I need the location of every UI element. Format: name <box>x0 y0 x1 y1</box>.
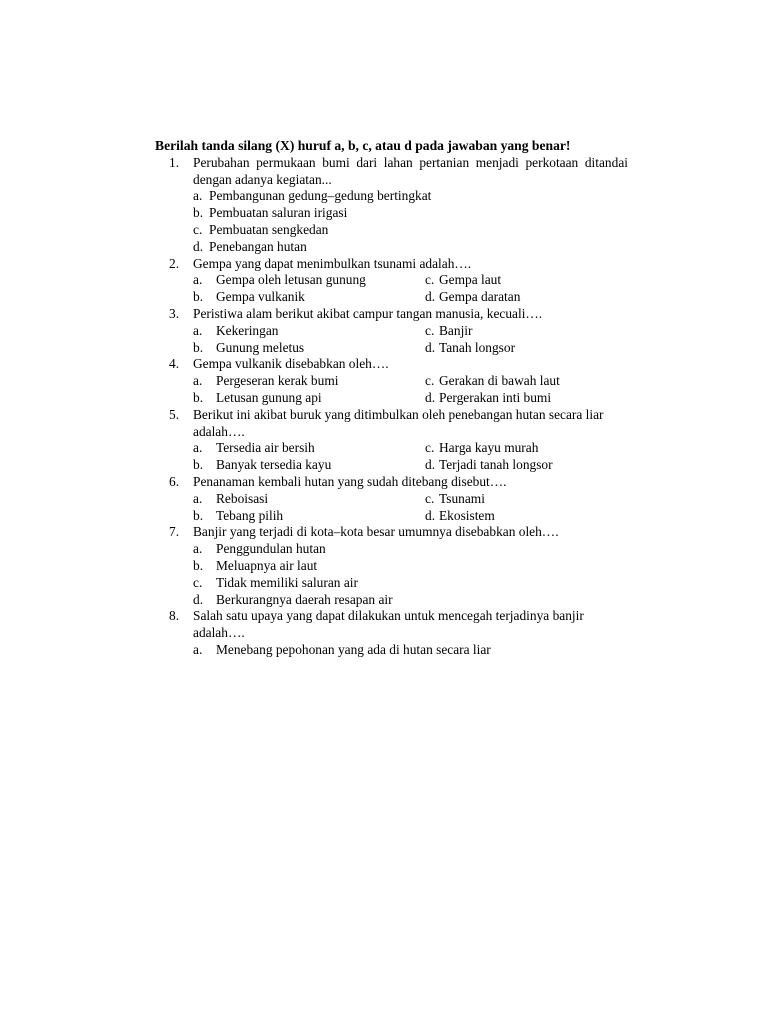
option <box>193 340 304 357</box>
option-text: Gempa vulkanik <box>216 289 305 305</box>
option-row <box>193 491 645 508</box>
option-text: Meluapnya air laut <box>216 557 318 573</box>
option-letter: a. <box>193 490 203 506</box>
option <box>193 188 645 205</box>
question-text: Peristiwa alam berikut akibat campur tangan manusia, kecuali…. <box>193 305 543 321</box>
question-6 <box>155 474 645 524</box>
question-5 <box>155 407 645 474</box>
option <box>193 575 645 592</box>
question-2 <box>155 256 645 306</box>
option-letter: c. <box>425 373 435 389</box>
question-text: Gempa yang dapat menimbulkan tsunami adalah…. <box>193 255 472 271</box>
option-text: Reboisasi <box>216 490 269 506</box>
option-text: Pembangunan gedung–gedung bertingkat <box>209 188 432 204</box>
option <box>193 289 305 306</box>
question-text: Berikut ini akibat buruk yang ditimbulkan oleh penebangan hutan secara liar adalah…. <box>193 406 604 439</box>
question-number: 3. <box>169 305 180 321</box>
option-text: Kekeringan <box>216 322 279 338</box>
option-text: Pergeseran kerak bumi <box>216 373 339 389</box>
option-letter: a. <box>193 188 203 204</box>
option-row <box>193 323 645 340</box>
option-letter: a. <box>193 373 203 389</box>
option-text: Pembuatan sengkedan <box>209 221 329 237</box>
option-text: Menebang pepohonan yang ada di hutan secara liar <box>216 641 491 657</box>
option-text: Gempa oleh letusan gunung <box>216 272 366 288</box>
option-letter: b. <box>193 557 204 573</box>
option-row <box>193 508 645 525</box>
question-4 <box>155 356 645 406</box>
option <box>193 373 338 390</box>
option-letter: b. <box>193 507 204 523</box>
option-text: Harga kayu murah <box>439 440 539 456</box>
option <box>425 440 538 457</box>
question-number: 1. <box>169 154 180 170</box>
question-number: 8. <box>169 608 180 624</box>
option-letter: d. <box>193 591 204 607</box>
option-text: Ekosistem <box>439 507 495 523</box>
question-3 <box>155 306 645 356</box>
option-text: Berkurangnya daerah resapan air <box>216 591 393 607</box>
option-letter: d. <box>425 389 436 405</box>
option-letter: d. <box>193 238 204 254</box>
option-text: Gerakan di bawah laut <box>439 373 560 389</box>
question-text: Salah satu upaya yang dapat dilakukan untuk mencegah terjadinya banjir adalah…. <box>193 608 584 641</box>
option-letter: d. <box>425 339 436 355</box>
option-text: Pembuatan saluran irigasi <box>209 205 348 221</box>
question-number: 2. <box>169 255 180 271</box>
option <box>425 373 560 390</box>
option-text: Tersedia air bersih <box>216 440 315 456</box>
option <box>193 491 268 508</box>
question-1 <box>155 155 645 256</box>
option <box>425 457 553 474</box>
option-letter: a. <box>193 440 203 456</box>
question-number: 5. <box>169 406 180 422</box>
option-text: Tanah longsor <box>439 339 516 355</box>
option-row <box>193 340 645 357</box>
option-row <box>193 373 645 390</box>
option-row <box>193 272 645 289</box>
option-text: Terjadi tanah longsor <box>439 457 553 473</box>
option <box>193 508 283 525</box>
option-letter: c. <box>425 272 435 288</box>
option <box>425 272 501 289</box>
option-letter: c. <box>425 322 435 338</box>
option-letter: d. <box>425 507 436 523</box>
option-letter: b. <box>193 389 204 405</box>
question-number: 6. <box>169 473 180 489</box>
option <box>193 440 315 457</box>
option-text: Gempa daratan <box>439 289 521 305</box>
option-row <box>193 457 645 474</box>
option-letter: c. <box>425 440 435 456</box>
option-letter: c. <box>425 490 435 506</box>
option-letter: b. <box>193 339 204 355</box>
question-text: Perubahan permukaan bumi dari lahan pertanian menjadi perkotaan ditandai dengan adanya kegiatan... <box>193 154 628 187</box>
option <box>193 222 645 239</box>
option-text: Pergerakan inti bumi <box>439 389 552 405</box>
option-letter: d. <box>425 289 436 305</box>
option <box>193 642 645 659</box>
option <box>425 323 472 340</box>
quiz-document <box>155 138 645 659</box>
option-row <box>193 440 645 457</box>
option-letter: b. <box>193 457 204 473</box>
option-letter: b. <box>193 205 204 221</box>
option-letter: c. <box>193 574 203 590</box>
option-text: Gunung meletus <box>216 339 305 355</box>
option <box>425 390 551 407</box>
option <box>193 323 278 340</box>
option <box>193 239 645 256</box>
option-letter: a. <box>193 322 203 338</box>
option-letter: a. <box>193 541 203 557</box>
question-number: 7. <box>169 524 180 540</box>
question-number: 4. <box>169 356 180 372</box>
option <box>425 491 485 508</box>
option-letter: b. <box>193 289 204 305</box>
option <box>425 289 520 306</box>
option-text: Letusan gunung api <box>216 389 322 405</box>
option <box>425 508 495 525</box>
option-text: Tidak memiliki saluran air <box>216 574 358 590</box>
option-text: Gempa laut <box>439 272 502 288</box>
option <box>193 558 645 575</box>
option-letter: c. <box>193 221 203 237</box>
option <box>193 205 645 222</box>
option-letter: a. <box>193 272 203 288</box>
option <box>193 457 331 474</box>
option <box>193 541 645 558</box>
option-text: Tebang pilih <box>216 507 284 523</box>
option <box>193 272 366 289</box>
option-text: Tsunami <box>439 490 485 506</box>
question-7 <box>155 524 645 608</box>
option <box>425 340 515 357</box>
option-text: Banjir <box>439 322 473 338</box>
option <box>193 592 645 609</box>
option <box>193 390 322 407</box>
option-text: Penggundulan hutan <box>216 541 326 557</box>
option-letter: d. <box>425 457 436 473</box>
question-8 <box>155 608 645 658</box>
option-text: Penebangan hutan <box>209 238 307 254</box>
option-row <box>193 390 645 407</box>
option-text: Banyak tersedia kayu <box>216 457 332 473</box>
question-text: Banjir yang terjadi di kota–kota besar umumnya disebabkan oleh…. <box>193 524 559 540</box>
option-row <box>193 289 645 306</box>
question-text: Penanaman kembali hutan yang sudah ditebang disebut…. <box>193 473 507 489</box>
instruction-heading: Berilah tanda silang (X) huruf a, b, c, atau d pada jawaban yang benar! <box>155 138 571 153</box>
option-letter: a. <box>193 641 203 657</box>
question-text: Gempa vulkanik disebabkan oleh…. <box>193 356 389 372</box>
